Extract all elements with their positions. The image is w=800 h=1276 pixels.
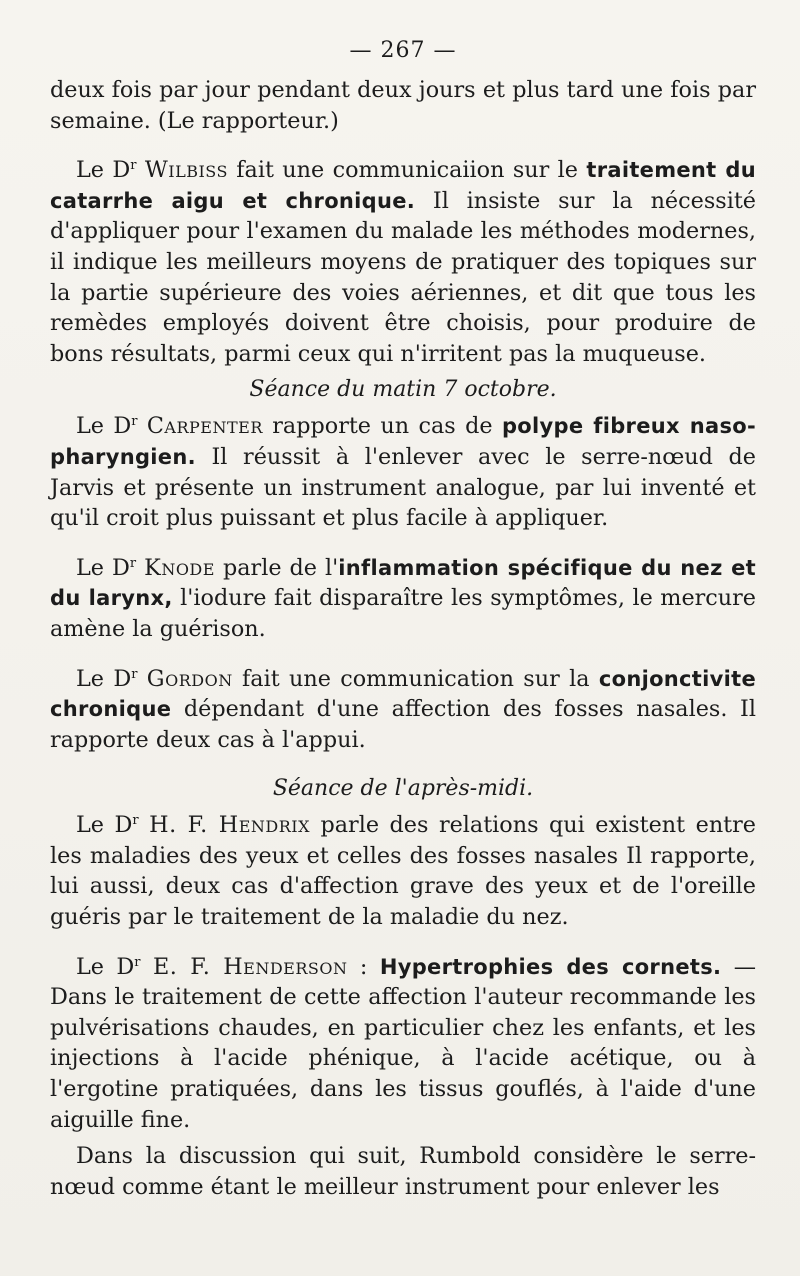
title-prefix: Le D — [76, 665, 132, 692]
body-text: rapporte un cas de — [262, 413, 502, 440]
body-text: l'iodure fait disparaître les symptômes, le mercure amène la guérison. — [50, 585, 756, 642]
session-heading: Séance de l'après-midi. — [272, 776, 534, 802]
body-text: fait une communicaiion sur le — [227, 157, 587, 184]
session-heading: Séance du matin 7 octobre. — [249, 377, 557, 403]
paragraph-henderson — [50, 952, 756, 1136]
topic-title: Hypertrophies des cornets. — [379, 954, 722, 979]
title-prefix: Le D — [76, 554, 130, 581]
body-text: — Dans le traitement de cette affection l'auteur recommande les pulvérisations chaudes, en particulier chez les enfants, et les injections à l'acide phénique, à l'acide acétique, ou à l'ergotine pratiquées, dans les tissus gouflés, à l'aide d'une aiguille fine. — [50, 953, 756, 1133]
title-superscript: r — [131, 666, 138, 682]
paragraph-knode — [50, 553, 756, 645]
author-name: Carpenter — [146, 413, 263, 440]
title-superscript: r — [134, 954, 141, 970]
paragraph-gordon — [50, 664, 756, 756]
title-prefix: Le D — [76, 953, 135, 980]
title-prefix: Le D — [76, 157, 131, 184]
body-text: dépendant d'une affection des fosses nasales. Il rapporte deux cas à l'appui. — [50, 696, 756, 753]
paragraph-discussion: Dans la discussion qui suit, Rumbold considère le serre-nœud comme étant le meilleur instrument pour enlever les — [50, 1143, 756, 1200]
body-text: Il réussit à l'enlever avec le serre-nœud de Jarvis et présente un instrument analogue, par lui inventé et qu'il croit plus puissant et plus facile à appliquer. — [50, 443, 756, 532]
topic-title: inflammation spécifique du nez et du larynx, — [50, 555, 757, 611]
author-name: E. F. Henderson — [152, 953, 348, 980]
paragraph-wilbiss — [50, 155, 756, 369]
topic-title: traitement du catarrhe aigu et chronique. — [50, 158, 756, 213]
author-name: Wilbiss — [144, 157, 228, 184]
title-superscript: r — [130, 158, 137, 174]
body-text: : — [347, 953, 380, 980]
body-text: Il insiste sur la nécessité d'appliquer pour l'examen du malade les méthodes modernes, il indique les meilleurs moyens de pratiquer des topiques sur la partie supérieure des voies aériennes, et dit que tous les remèdes employés doivent être choisis, pour produire de bons résultats, parmi ceux qui n'irritent pas la muqueuse. — [50, 187, 756, 367]
body-text: parle de l' — [214, 554, 339, 581]
body-text: fait une communication sur la — [232, 665, 599, 692]
page-number: — 267 — — [349, 38, 457, 63]
title-superscript: r — [131, 414, 138, 430]
paragraph-line: deux fois par jour pendant deux jours et plus tard une fois — [50, 77, 711, 103]
title-superscript: r — [132, 813, 139, 829]
paragraph-line: par semaine. (Le rapporteur.) — [50, 77, 756, 134]
paragraph-carpenter — [50, 411, 756, 533]
author-name: H. F. Hendrix — [149, 812, 310, 839]
title-superscript: r — [129, 555, 137, 571]
paragraph-hendrix — [50, 810, 756, 932]
title-prefix: Le D — [76, 413, 132, 440]
author-name: Knode — [144, 554, 215, 581]
title-prefix: Le D — [76, 812, 133, 839]
paragraph-continuation — [50, 75, 756, 136]
body-text: parle des relations qui existent entre les maladies des yeux et celles des fosses nasales Il rapporte, lui aussi, deux cas d'affection grave des yeux et de l'oreille guéris par le traitement de la maladie du nez. — [50, 812, 756, 931]
topic-title: conjonctivite chronique — [50, 666, 757, 722]
author-name: Gordon — [146, 665, 233, 692]
topic-title: polype fibreux naso-pharyngien. — [50, 414, 757, 469]
